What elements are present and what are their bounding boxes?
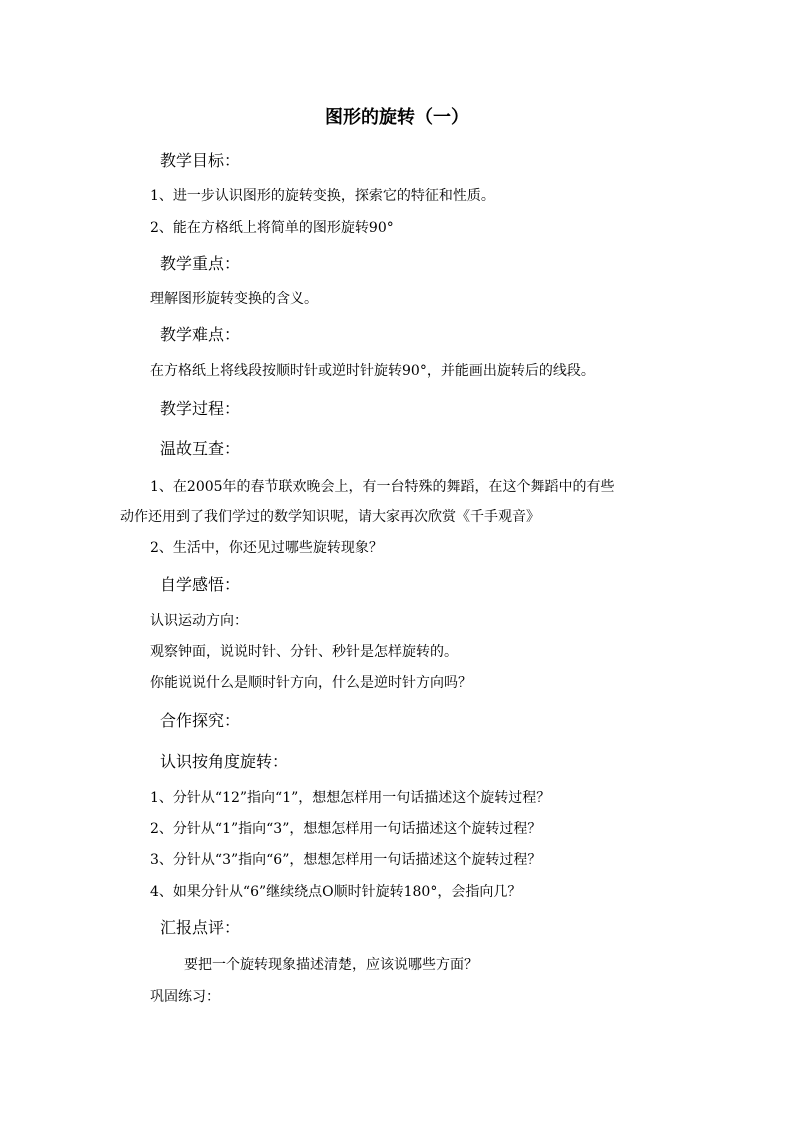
review-heading: 温故互查：	[160, 439, 241, 458]
process-heading: 教学过程：	[160, 399, 241, 418]
goal-item-1: 1、进一步认识图形的旋转变换，探索它的特征和性质。	[150, 188, 495, 204]
angle-item-1: 1、分针从“12”指向“1”，想想怎样用一句话描述这个旋转过程？	[150, 790, 551, 806]
goals-heading: 教学目标：	[160, 151, 241, 170]
review-item-1-line-1: 1、在2005年的春节联欢晚会上，有一台特殊的舞蹈，在这个舞蹈中的有些	[150, 479, 615, 495]
self-study-line-2: 观察钟面，说说时针、分针、秒针是怎样旋转的。	[150, 644, 458, 660]
report-text: 要把一个旋转现象描述清楚，应该说哪些方面？	[184, 957, 478, 973]
angle-heading: 认识按角度旋转：	[160, 752, 289, 771]
goal-item-2: 2、能在方格纸上将简单的图形旋转90°	[150, 220, 394, 236]
self-study-heading: 自学感悟：	[160, 575, 241, 594]
review-item-1-line-2: 动作还用到了我们学过的数学知识呢，请大家再次欣赏《千手观音》	[120, 509, 540, 525]
page-title: 图形的旋转（一）	[325, 107, 469, 128]
self-study-line-3: 你能说说什么是顺时针方向，什么是逆时针方向吗？	[150, 675, 472, 691]
report-heading: 汇报点评：	[160, 918, 241, 937]
key-point-heading: 教学重点：	[160, 254, 241, 273]
difficulty-heading: 教学难点：	[160, 325, 241, 344]
self-study-line-1: 认识运动方向：	[150, 613, 248, 629]
key-point-text: 理解图形旋转变换的含义。	[150, 291, 318, 307]
difficulty-text: 在方格纸上将线段按顺时针或逆时针旋转90°，并能画出旋转后的线段。	[150, 363, 595, 379]
angle-item-3: 3、分针从“3”指向“6”，想想怎样用一句话描述这个旋转过程？	[150, 852, 542, 868]
angle-item-4: 4、如果分针从“6”继续绕点O顺时针旋转180°，会指向几？	[150, 884, 522, 900]
practice-heading: 巩固练习：	[150, 989, 220, 1005]
cooperation-heading: 合作探究：	[160, 711, 241, 730]
review-item-2: 2、生活中，你还见过哪些旋转现象？	[150, 540, 383, 556]
angle-item-2: 2、分针从“1”指向“3”，想想怎样用一句话描述这个旋转过程？	[150, 821, 542, 837]
